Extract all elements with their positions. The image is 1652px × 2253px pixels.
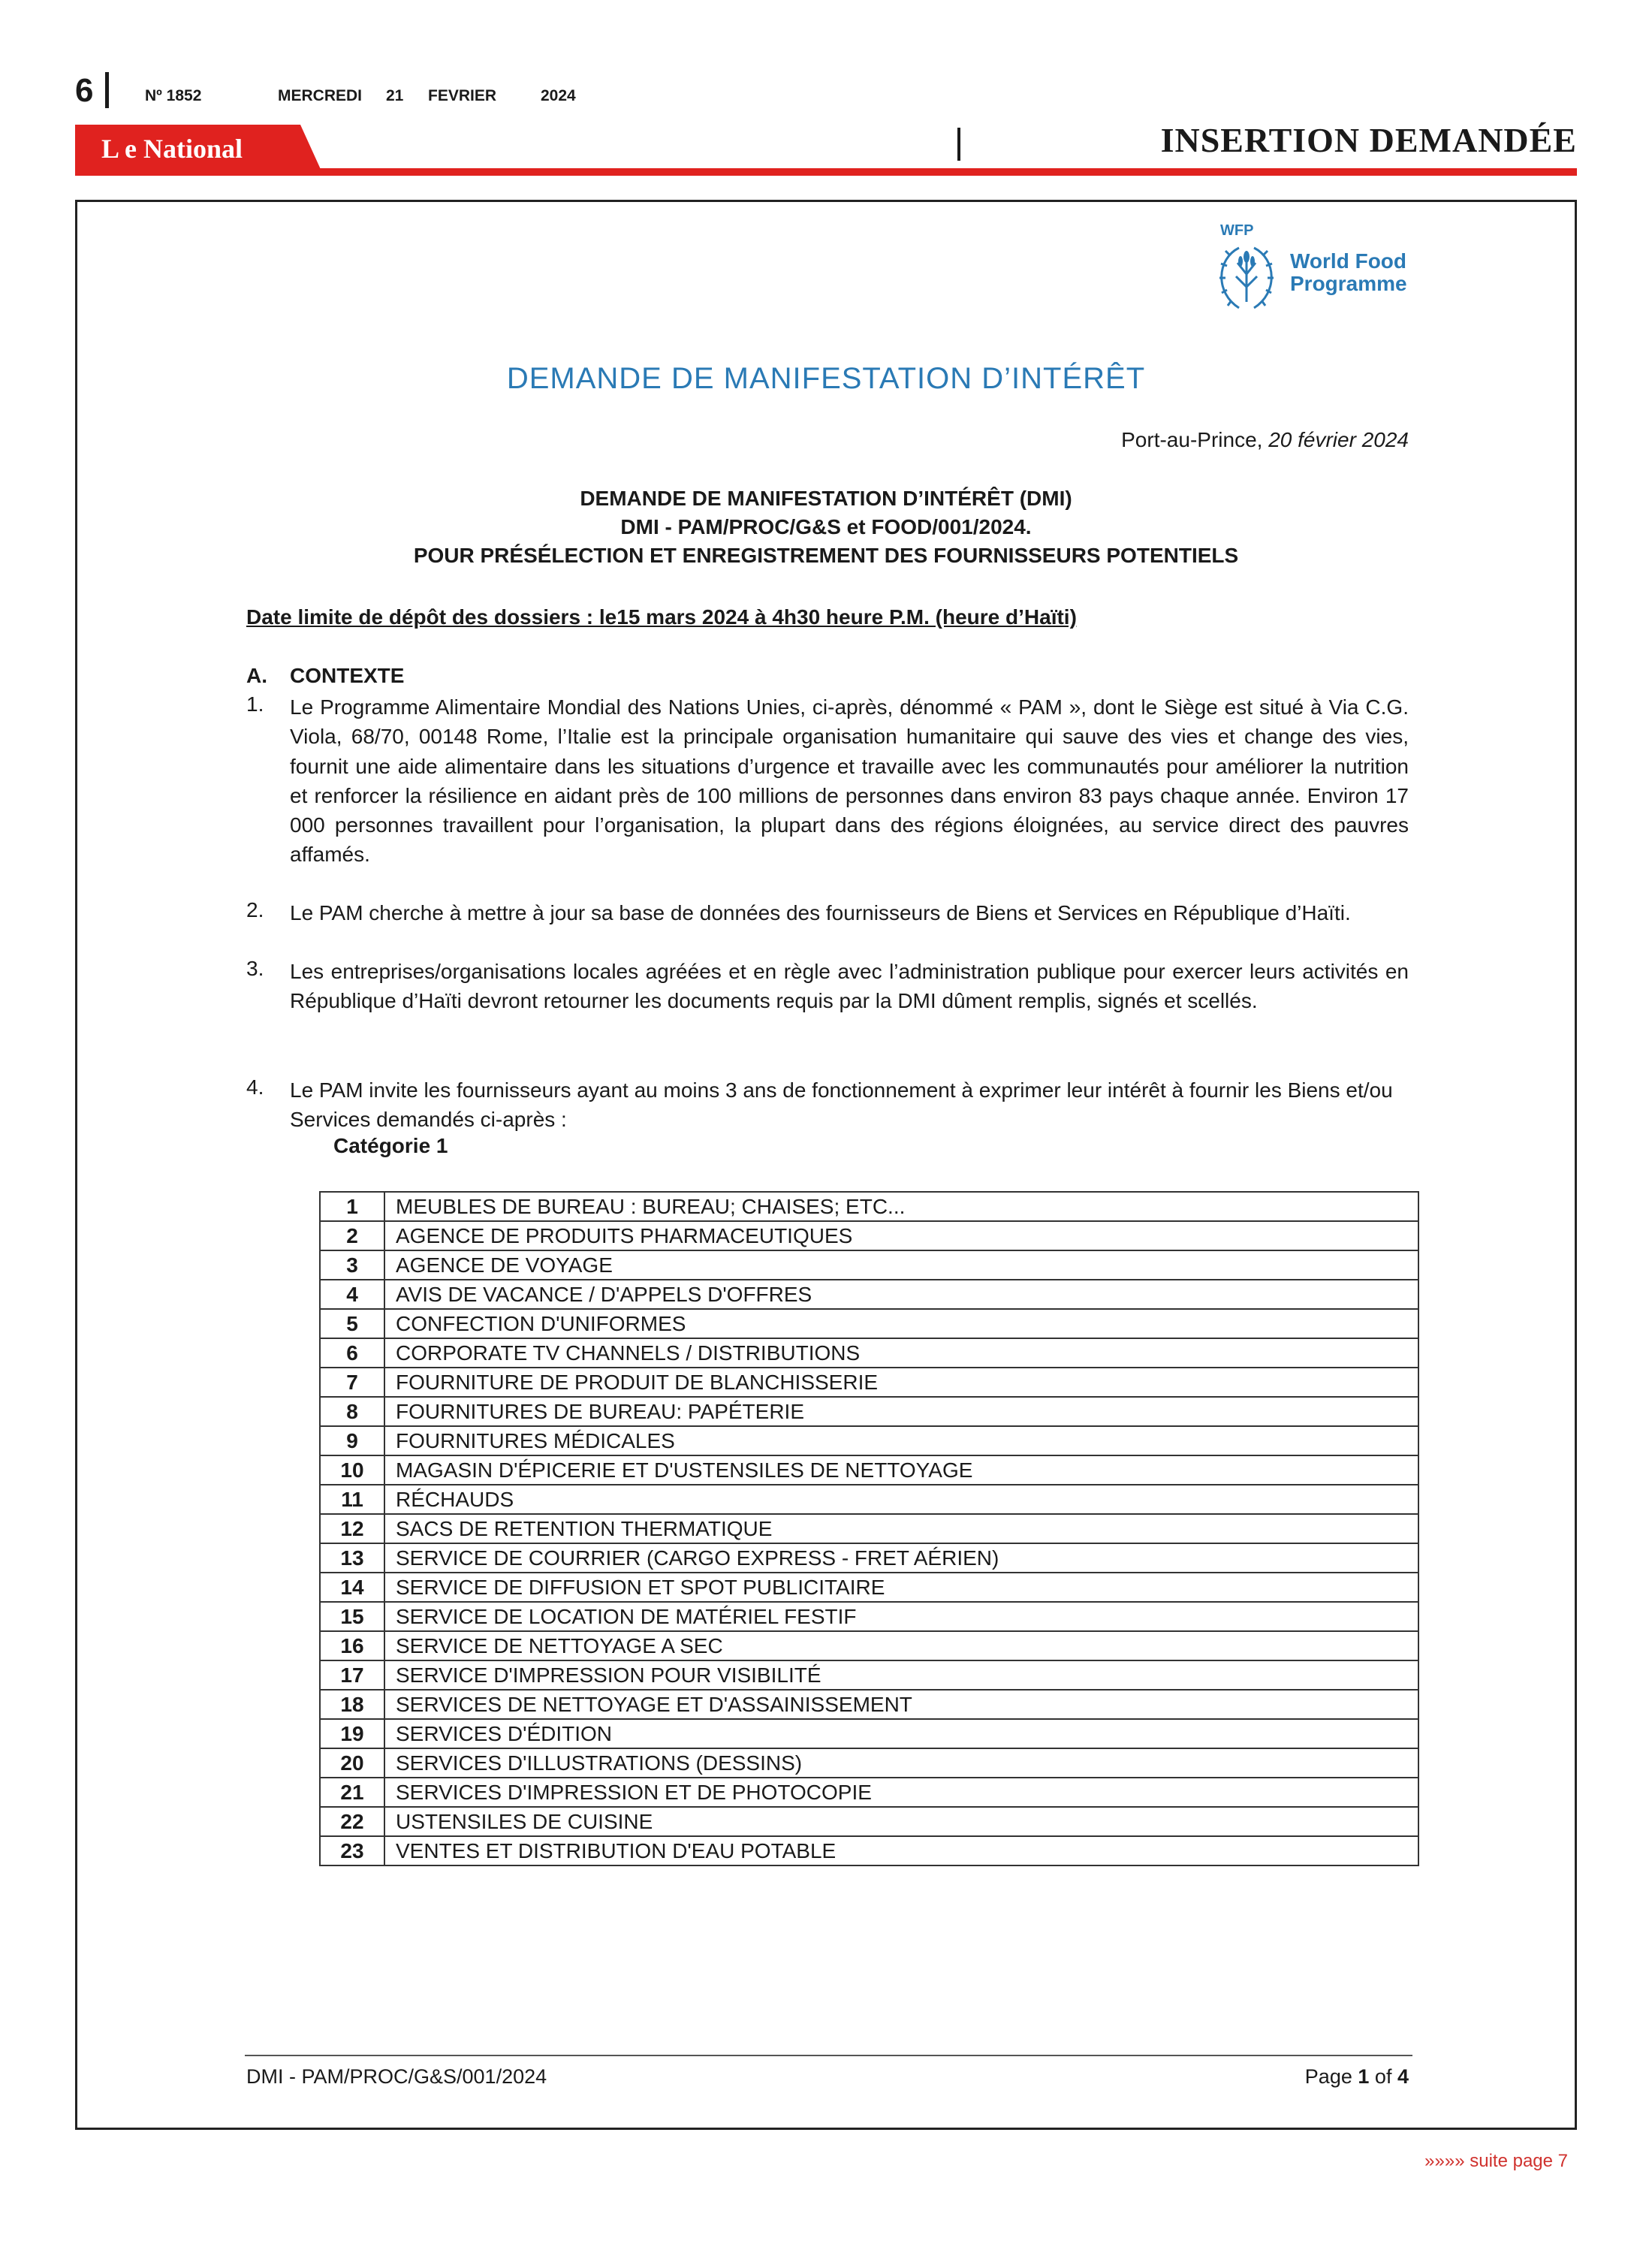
page-current: 1 [1358,2065,1370,2088]
newspaper-logo: L e National [101,134,243,164]
table-row [320,1221,1418,1250]
table-row [320,1719,1418,1748]
table-row [320,1485,1418,1514]
table-row [320,1280,1418,1309]
place: Port-au-Prince, [1121,428,1263,451]
deadline: Date limite de dépôt des dossiers : le15 mars 2024 à 4h30 heure P.M. (heure d’Haïti) [246,605,1077,629]
table-row [320,1778,1418,1807]
category-number: 5 [320,1309,384,1338]
table-row [320,1631,1418,1660]
category-label-cell: FOURNITURES DE BUREAU: PAPÉTERIE [384,1397,1418,1426]
issue-date: 21 [386,87,404,104]
category-label-cell: SERVICES DE NETTOYAGE ET D'ASSAINISSEMENT [384,1690,1418,1719]
header-divider [957,128,960,161]
issue-year: 2024 [541,87,576,104]
category-label-cell: SERVICES D'ILLUSTRATIONS (DESSINS) [384,1748,1418,1778]
category-table [319,1191,1419,1866]
table-row [320,1660,1418,1690]
category-number: 1 [320,1192,384,1221]
paragraph-text: Le PAM invite les fournisseurs ayant au moins 3 ans de fonctionnement à exprimer leur intérêt à fournir les Biens et/ou Services demandés ci-après : [290,1078,1393,1132]
category-label-cell: MEUBLES DE BUREAU : BUREAU; CHAISES; ETC... [384,1192,1418,1221]
category-number: 15 [320,1602,384,1631]
category-label-cell: SERVICE DE DIFFUSION ET SPOT PUBLICITAIRE [384,1573,1418,1602]
category-label-cell: AVIS DE VACANCE / D'APPELS D'OFFRES [384,1280,1418,1309]
category-label-cell: RÉCHAUDS [384,1485,1418,1514]
category-label: Catégorie 1 [333,1134,448,1157]
category-number: 3 [320,1250,384,1280]
category-number: 23 [320,1836,384,1865]
issue-number: Nº 1852 [145,87,202,104]
table-row [320,1748,1418,1778]
paragraph-text: Le PAM cherche à mettre à jour sa base de données des fournisseurs de Biens et Services en République d’Haïti. [290,901,1351,924]
category-number: 19 [320,1719,384,1748]
header-rule [75,168,1577,176]
category-number: 4 [320,1280,384,1309]
page-label: Page [1304,2065,1352,2088]
paragraph-number: 1. [246,692,264,716]
table-row [320,1250,1418,1280]
category-number: 7 [320,1368,384,1397]
category-label-cell: SERVICES D'IMPRESSION ET DE PHOTOCOPIE [384,1778,1418,1807]
table-row [320,1426,1418,1455]
category-label-cell: CORPORATE TV CHANNELS / DISTRIBUTIONS [384,1338,1418,1368]
category-number: 6 [320,1338,384,1368]
paragraph-text: Le Programme Alimentaire Mondial des Nations Unies, ci-après, dénommé « PAM », dont le Siège est situé à Via C.G. Viola, 68/70, 00148 Rome, l’Italie est la principale organisation humanitaire qui sauve des vies et change des vies, fournit une aide alimentaire dans les situations d’urgence et travaille avec les communautés pour améliorer la nutrition et renforcer la résilience en aidant près de 100 millions de personnes dans environ 83 pays chaque année. Environ 17 000 personnes travaillent pour l’organisation, la plupart dans des régions éloignées, au service direct des pauvres affamés. [290,695,1409,867]
title-line-2: DMI - PAM/PROC/G&S et FOOD/001/2024. [620,515,1032,538]
category-label-cell: SERVICES D'ÉDITION [384,1719,1418,1748]
table-row [320,1455,1418,1485]
document-date: 20 février 2024 [1268,428,1409,451]
table-row [320,1514,1418,1543]
category-number: 13 [320,1543,384,1573]
issue-month: FEVRIER [428,87,497,104]
table-row [320,1397,1418,1426]
category-label-cell: SERVICE D'IMPRESSION POUR VISIBILITÉ [384,1660,1418,1690]
category-label-cell: CONFECTION D'UNIFORMES [384,1309,1418,1338]
page-number-divider [105,72,109,108]
footer-rule [245,2055,1412,2056]
category-number: 8 [320,1397,384,1426]
table-row [320,1690,1418,1719]
section-title: INSERTION DEMANDÉE [1160,121,1577,159]
table-row [320,1338,1418,1368]
category-number: 10 [320,1455,384,1485]
table-row [320,1573,1418,1602]
footer-page-indicator [1305,2065,1409,2089]
category-label-cell: FOURNITURES MÉDICALES [384,1426,1418,1455]
category-label-cell: SERVICE DE NETTOYAGE A SEC [384,1631,1418,1660]
footer-reference: DMI - PAM/PROC/G&S/001/2024 [246,2065,547,2088]
wfp-acronym: WFP [1220,222,1254,239]
category-number: 20 [320,1748,384,1778]
table-row [320,1543,1418,1573]
category-label-cell: AGENCE DE PRODUITS PHARMACEUTIQUES [384,1221,1418,1250]
category-number: 18 [320,1690,384,1719]
table-row [320,1836,1418,1865]
issue-day: MERCREDI [278,87,363,104]
wfp-name-line-1: World Food [1290,249,1406,273]
table-row [320,1807,1418,1836]
category-label-cell: FOURNITURE DE PRODUIT DE BLANCHISSERIE [384,1368,1418,1397]
section-a-letter: A. [246,664,267,687]
page-of: of [1374,2065,1392,2088]
title-line-1: DEMANDE DE MANIFESTATION D’INTÉRÊT (DMI) [580,487,1072,510]
wfp-name-line-2: Programme [1290,272,1407,295]
paragraph-number: 3. [246,957,264,980]
category-number: 11 [320,1485,384,1514]
page-total: 4 [1397,2065,1409,2088]
category-number: 2 [320,1221,384,1250]
paragraph-number: 4. [246,1075,264,1099]
category-number: 9 [320,1426,384,1455]
category-label-cell: MAGASIN D'ÉPICERIE ET D'USTENSILES DE NETTOYAGE [384,1455,1418,1485]
category-number: 21 [320,1778,384,1807]
section-a-title: CONTEXTE [290,664,405,687]
table-row [320,1309,1418,1338]
table-row [320,1192,1418,1221]
category-label-cell: USTENSILES DE CUISINE [384,1807,1418,1836]
continued-link[interactable]: »»»» suite page 7 [1424,2151,1568,2171]
paragraph-text: Les entreprises/organisations locales agréées et en règle avec l’administration publique pour exercer leurs activités en République d’Haïti devront retourner les documents requis par la DMI dûment remplis, signés et scellés. [290,960,1409,1013]
category-number: 14 [320,1573,384,1602]
document-heading: DEMANDE DE MANIFESTATION D’INTÉRÊT [506,362,1146,395]
category-number: 22 [320,1807,384,1836]
table-row [320,1368,1418,1397]
category-number: 16 [320,1631,384,1660]
table-row [320,1602,1418,1631]
category-label-cell: VENTES ET DISTRIBUTION D'EAU POTABLE [384,1836,1418,1865]
place-date [1121,428,1409,452]
title-line-3: POUR PRÉSÉLECTION ET ENREGISTREMENT DES FOURNISSEURS POTENTIELS [413,544,1239,567]
category-label-cell: AGENCE DE VOYAGE [384,1250,1418,1280]
category-label-cell: SACS DE RETENTION THERMATIQUE [384,1514,1418,1543]
category-label-cell: SERVICE DE COURRIER (CARGO EXPRESS - FRET AÉRIEN) [384,1543,1418,1573]
page-number: 6 [75,72,94,109]
category-number: 17 [320,1660,384,1690]
paragraph-number: 2. [246,898,264,921]
category-number: 12 [320,1514,384,1543]
category-label-cell: SERVICE DE LOCATION DE MATÉRIEL FESTIF [384,1602,1418,1631]
